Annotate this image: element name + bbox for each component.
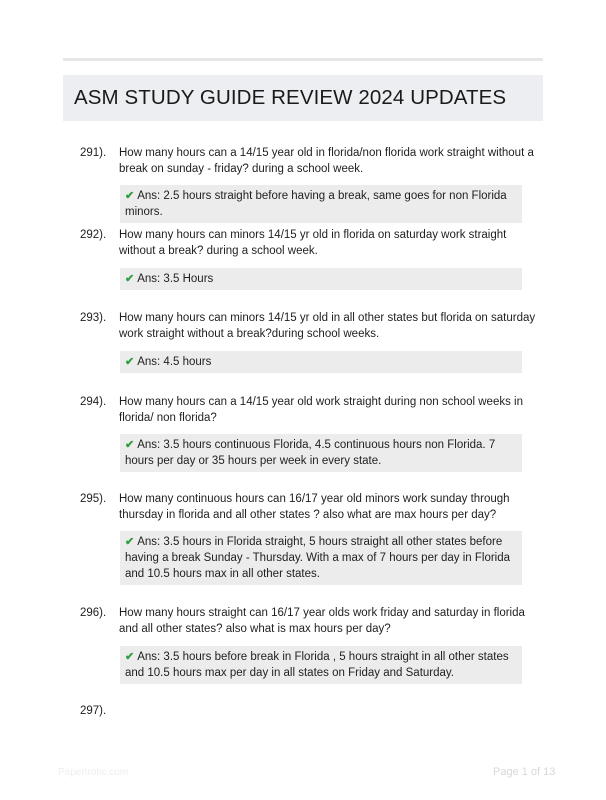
question-number: 294). [80,396,107,408]
answer-box [120,268,522,290]
check-icon: ✔ [125,273,135,285]
answer-text: Ans: 3.5 hours continuous Florida, 4.5 continuous hours non Florida. 7 hours per day or 35 hours per week in every state. [125,439,496,467]
answer-box [120,646,522,684]
page-number: Page 1 of 13 [493,766,556,778]
check-icon: ✔ [125,190,135,202]
check-icon: ✔ [125,536,135,548]
answer-box [120,434,522,472]
question-text: How many hours can a 14/15 year old work straight during non school weeks in florida/ non florida? [119,396,523,424]
answer-box [120,531,522,585]
answer-box [120,185,522,223]
question-text: How many hours can minors 14/15 yr old in all other states but florida on saturday work straight without a break?during school weeks. [119,312,536,340]
answer-text: Ans: 3.5 hours in Florida straight, 5 hours straight all other states before having a break Sunday - Thursday. With a max of 7 hours per day in Florida and 10.5 hours max in all other states. [125,536,511,580]
page-title: ASM STUDY GUIDE REVIEW 2024 UPDATES [74,86,507,109]
question-number: 291). [80,147,107,159]
question-number: 295). [80,493,107,505]
question-number: 296). [80,607,107,619]
question-number: 292). [80,229,107,241]
answer-box [120,351,522,373]
answer-text: Ans: 3.5 hours before break in Florida , 5 hours straight in all other states and 10.5 hours max per day in all states on Friday and Saturday. [125,651,509,679]
answer-text: Ans: 3.5 Hours [137,273,214,285]
check-icon: ✔ [125,651,135,663]
top-rule [63,58,543,61]
question-number: 297). [80,705,107,717]
question-text: How many continuous hours can 16/17 year old minors work sunday through thursday in florida and all other states ? also what are max hours per day? [119,493,510,521]
question-text: How many hours can minors 14/15 yr old in florida on saturday work straight without a break? during a school week. [119,229,507,257]
answer-text: Ans: 4.5 hours [137,356,212,368]
watermark: Papertrotic.com [58,767,129,778]
check-icon: ✔ [125,439,135,451]
title-bar [63,75,543,121]
question-number: 293). [80,312,107,324]
question-text: How many hours can a 14/15 year old in florida/non florida work straight without a break on sunday - friday? during a school week. [119,147,534,175]
check-icon: ✔ [125,356,135,368]
answer-text: Ans: 2.5 hours straight before having a break, same goes for non Florida minors. [125,190,507,218]
question-text: How many hours straight can 16/17 year olds work friday and saturday in florida and all other states? also what is max hours per day? [119,607,525,635]
